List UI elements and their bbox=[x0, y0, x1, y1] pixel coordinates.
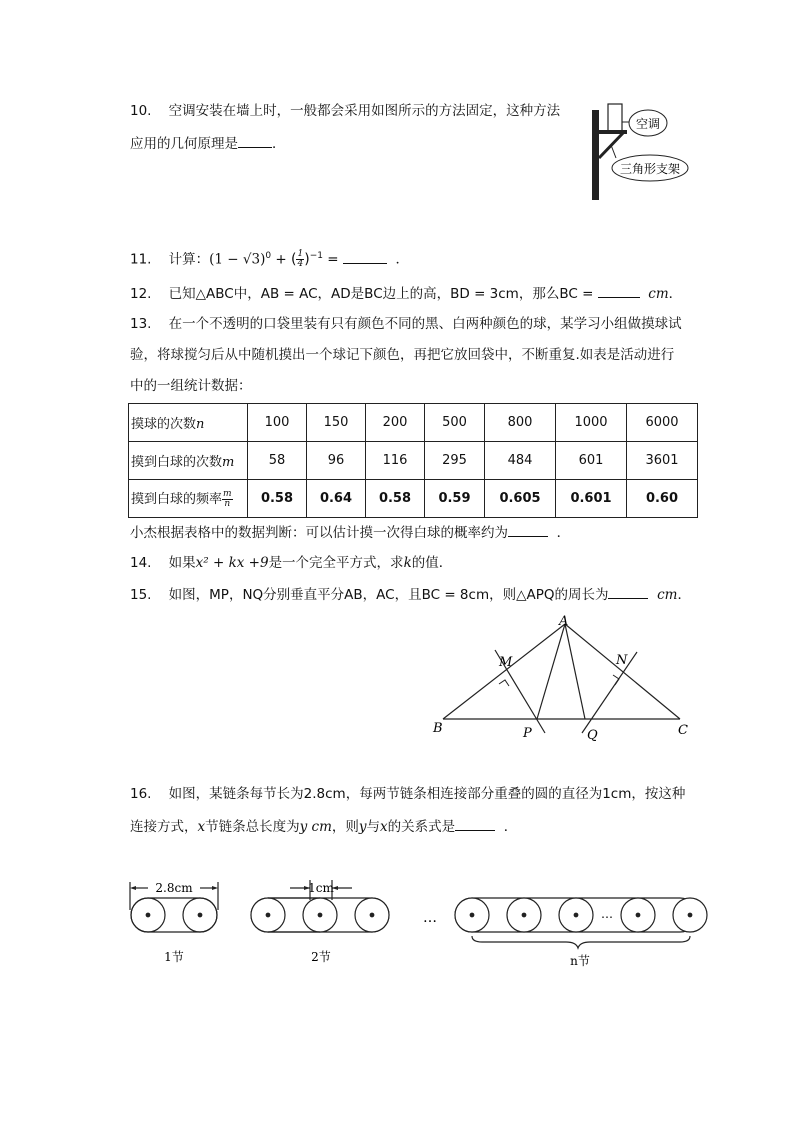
segment-AP bbox=[537, 624, 565, 719]
q15-period: ． bbox=[677, 587, 691, 603]
q15-unit: cm bbox=[657, 587, 678, 603]
label-N: N bbox=[616, 653, 628, 668]
q11-answer-blank[interactable] bbox=[343, 249, 387, 264]
q10-text-2: 应用的几何原理是 bbox=[130, 136, 238, 152]
segment-AB bbox=[443, 624, 565, 719]
q13-after bbox=[130, 522, 570, 543]
q11-frac-den: 4 bbox=[297, 259, 304, 269]
q13-line2 bbox=[130, 345, 674, 365]
row-label: 摸到白球的次数 bbox=[131, 455, 223, 470]
q11-exponent-zero: 0 bbox=[265, 251, 272, 261]
q16-var-x: x bbox=[197, 819, 206, 835]
table-cell: 58 bbox=[248, 442, 307, 480]
q10-period: ． bbox=[272, 136, 286, 152]
table-cell: 0.59 bbox=[425, 480, 485, 518]
q11-exponent-neg1: −1 bbox=[309, 251, 323, 261]
q14-expression: x² + kx +9 bbox=[195, 555, 269, 571]
air-conditioner-box bbox=[608, 104, 622, 132]
label-n-sections: n节 bbox=[570, 954, 590, 968]
table-cell: 800 bbox=[485, 404, 556, 442]
q11-number: 11. bbox=[130, 251, 152, 268]
label-triangle-bracket: 三角形支架 bbox=[619, 162, 681, 176]
q11-paren-close: ) bbox=[304, 251, 310, 268]
table-cell: 200 bbox=[366, 404, 425, 442]
table-cell: 0.601 bbox=[556, 480, 627, 518]
arrowhead bbox=[130, 886, 136, 890]
dim-1cm: 1cm bbox=[308, 881, 334, 895]
q13-line1 bbox=[130, 314, 682, 334]
frac-den: n bbox=[224, 499, 231, 509]
q16-var-x2: x bbox=[380, 819, 388, 835]
label-B: B bbox=[433, 721, 443, 736]
label-C: C bbox=[678, 723, 688, 738]
air-conditioner-figure bbox=[586, 100, 696, 205]
q11-frac-num: 1 bbox=[297, 249, 304, 259]
q13-number: 13. bbox=[130, 316, 152, 332]
q12-line bbox=[130, 283, 682, 304]
q14-mid: 是一个完全平方式，求 bbox=[268, 555, 404, 571]
q10-line1 bbox=[130, 101, 560, 121]
q12-unit: cm bbox=[648, 286, 669, 302]
label-air-conditioner: 空调 bbox=[635, 117, 661, 131]
q13-text-1: 在一个不透明的口袋里装有只有颜色不同的黑、白两种颜色的球，某学习小组做摸球试 bbox=[168, 316, 682, 332]
q12-answer-blank[interactable] bbox=[598, 283, 640, 298]
q12-number: 12. bbox=[130, 286, 152, 302]
q11-period: ． bbox=[395, 251, 409, 268]
q11-prefix: 计算： bbox=[168, 251, 210, 268]
label-Q: Q bbox=[587, 728, 598, 743]
row-var: n bbox=[196, 417, 205, 432]
q16-text-2a: 连接方式， bbox=[130, 819, 198, 835]
right-angle-mark-N bbox=[613, 675, 619, 685]
frac-num: m bbox=[223, 489, 232, 499]
label-A: A bbox=[559, 614, 569, 629]
q13-after-text: 小杰根据表格中的数据判断：可以估计摸一次得白球的概率约为 bbox=[130, 525, 508, 541]
table-cell: 484 bbox=[485, 442, 556, 480]
q10-answer-blank[interactable] bbox=[238, 133, 272, 148]
q16-text-2c: ，则 bbox=[331, 819, 359, 835]
q11-paren-open: ( bbox=[291, 251, 297, 268]
table-cell: 0.58 bbox=[366, 480, 425, 518]
dim-2-8cm: 2.8cm bbox=[155, 881, 193, 895]
q15-text: 如图，MP，NQ分别垂直平分AB，AC，且BC = 8cm，则△APQ的周长为 bbox=[168, 587, 609, 603]
table-row bbox=[129, 404, 698, 442]
q16-text-2d: 与 bbox=[366, 819, 381, 835]
row-header-draws bbox=[129, 404, 248, 442]
q16-line2 bbox=[130, 816, 517, 837]
table-cell: 0.64 bbox=[307, 480, 366, 518]
q13-text-2: 验，将球搅匀后从中随机摸出一个球记下颜色，再把它放回袋中，不断重复.如表是活动进行 bbox=[130, 347, 675, 363]
q13-answer-blank[interactable] bbox=[508, 522, 548, 537]
q16-var-ycm: y cm bbox=[299, 819, 332, 835]
q15-number: 15. bbox=[130, 587, 152, 603]
q13-line3 bbox=[130, 376, 252, 396]
row-header-frequency bbox=[129, 480, 248, 518]
wall bbox=[592, 110, 599, 200]
q16-line1 bbox=[130, 784, 685, 804]
table-row bbox=[129, 442, 698, 480]
row-label: 摸到白球的频率 bbox=[131, 492, 223, 507]
table-cell: 150 bbox=[307, 404, 366, 442]
arrowhead bbox=[212, 886, 218, 890]
freq-fraction bbox=[222, 490, 233, 509]
q10-number: 10. bbox=[130, 103, 152, 119]
right-angle-mark-M bbox=[499, 680, 509, 686]
q12-text: 已知△ABC中，AB = AC，AD是BC边上的高，BD = 3cm，那么BC = bbox=[168, 286, 598, 302]
q16-answer-blank[interactable] bbox=[455, 816, 495, 831]
q15-answer-blank[interactable] bbox=[608, 584, 648, 599]
chain-figure bbox=[120, 870, 720, 975]
label-1-section: 1节 bbox=[164, 950, 184, 964]
ellipsis-inner: … bbox=[601, 907, 613, 921]
bisector-NQ bbox=[582, 652, 637, 733]
table-cell: 601 bbox=[556, 442, 627, 480]
q11-equals: = bbox=[322, 251, 343, 268]
q11-plus: + bbox=[271, 251, 292, 268]
table-cell: 96 bbox=[307, 442, 366, 480]
table-cell: 116 bbox=[366, 442, 425, 480]
table-row bbox=[129, 480, 698, 518]
chain-n-sections bbox=[455, 898, 707, 948]
table-cell: 3601 bbox=[627, 442, 698, 480]
triangle-figure bbox=[425, 608, 700, 743]
table-cell: 0.60 bbox=[627, 480, 698, 518]
q14-number: 14. bbox=[130, 555, 152, 571]
row-var: m bbox=[222, 455, 235, 470]
q12-period: ． bbox=[668, 286, 683, 302]
label-M: M bbox=[499, 655, 513, 670]
q16-text-2b: 节链条总长度为 bbox=[205, 819, 300, 835]
q13-stats-table bbox=[128, 403, 698, 518]
q14-line bbox=[130, 553, 452, 573]
q16-text-2e: 的关系式是 bbox=[387, 819, 456, 835]
table-cell: 295 bbox=[425, 442, 485, 480]
table-cell: 500 bbox=[425, 404, 485, 442]
q16-number: 16. bbox=[130, 786, 152, 802]
table-cell: 100 bbox=[248, 404, 307, 442]
q14-post: 的值． bbox=[411, 555, 453, 571]
table-cell: 1000 bbox=[556, 404, 627, 442]
table-cell: 6000 bbox=[627, 404, 698, 442]
q16-text-1: 如图，某链条每节长为2.8cm，每两节链条相连接部分重叠的圆的直径为1cm，按这种 bbox=[168, 786, 686, 802]
q11-line bbox=[130, 246, 409, 270]
q13-period: ． bbox=[556, 525, 571, 541]
table-cell: 0.605 bbox=[485, 480, 556, 518]
q13-text-3: 中的一组统计数据： bbox=[130, 378, 252, 394]
q15-line bbox=[130, 584, 691, 605]
q16-period: ． bbox=[503, 819, 518, 835]
q10-text-1: 空调安装在墙上时，一般都会采用如图所示的方法固定，这种方法 bbox=[168, 103, 561, 119]
q14-pre: 如果 bbox=[168, 555, 196, 571]
callout-line-bracket bbox=[611, 145, 616, 158]
q11-expression: (1 − √3) bbox=[209, 251, 266, 268]
row-header-white bbox=[129, 442, 248, 480]
q10-line2 bbox=[130, 133, 286, 154]
q16-var-y: y bbox=[358, 819, 367, 835]
label-2-sections: 2节 bbox=[311, 950, 331, 964]
label-P: P bbox=[523, 726, 532, 741]
table-cell: 0.58 bbox=[248, 480, 307, 518]
q14-var: k bbox=[403, 555, 412, 571]
ellipsis: … bbox=[423, 910, 437, 926]
row-label: 摸球的次数 bbox=[131, 417, 197, 432]
